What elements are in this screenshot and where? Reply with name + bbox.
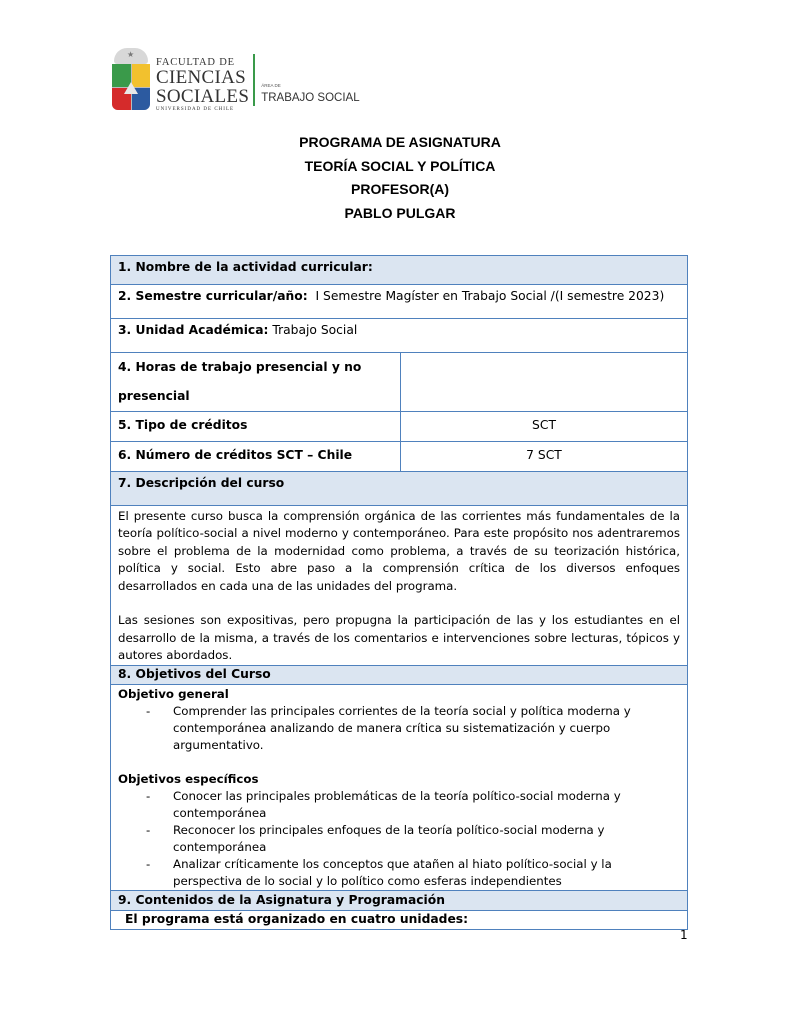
description-heading: 7. Descripción del curso: [111, 472, 688, 506]
bullet-dash-icon: -: [146, 822, 151, 837]
objective-text: Conocer las principales problemáticas de la teoría político-social moderna y contemporánea: [173, 788, 621, 820]
contents-intro: El programa está organizado en cuatro unidades:: [111, 910, 688, 929]
row-semester: [111, 285, 688, 319]
objective-text: Analizar críticamente los conceptos que atañen al hiato político-social y la perspectiva de lo social y lo político como esferas independientes: [173, 856, 612, 888]
hours-label-line1: 4. Horas de trabajo presencial y no: [118, 360, 362, 374]
logo-line2: CIENCIAS: [156, 67, 247, 88]
contents-heading: 9. Contenidos de la Asignatura y Programación: [111, 890, 688, 910]
table-row: [111, 412, 688, 442]
list-item: [146, 703, 680, 754]
course-title: TEORÍA SOCIAL Y POLÍTICA: [304, 157, 496, 174]
general-objectives-list: [118, 703, 680, 754]
faculty-name: [156, 58, 249, 113]
area-title: TRABAJO SOCIAL: [261, 92, 360, 104]
page-number: 1: [680, 928, 688, 942]
semester-label: 2. Semestre curricular/año:: [118, 289, 308, 303]
list-item: [146, 822, 680, 856]
table-row: [111, 256, 688, 285]
objectives-content: [111, 684, 688, 890]
hours-label-line2: presencial: [118, 389, 190, 403]
row-activity-name: 1. Nombre de la actividad curricular:: [111, 256, 688, 285]
logo-divider: [253, 54, 255, 106]
area-name: [261, 83, 359, 104]
academic-unit-value: Trabajo Social: [272, 323, 358, 337]
specific-objectives-list: [118, 788, 680, 890]
role-title: PROFESOR(A): [351, 181, 449, 197]
description-paragraph: Las sesiones son expositivas, pero propugna la participación de las y los estudiantes en el desarrollo de la misma, a través de los comentarios e intervenciones sobre lecturas, tópicos y autores abordados.: [118, 613, 680, 663]
table-row: [111, 472, 688, 506]
objective-text: Reconocer los principales enfoques de la teoría político-social moderna y contemporánea: [173, 822, 605, 854]
hours-value: [401, 353, 688, 412]
credit-type-value: SCT: [401, 412, 688, 442]
bullet-dash-icon: -: [146, 788, 151, 803]
area-label: ÁREA DE: [261, 83, 281, 88]
bullet-dash-icon: -: [146, 856, 151, 871]
faculty-logo: [110, 46, 360, 112]
list-item: [146, 856, 680, 890]
table-row: [111, 506, 688, 666]
general-objective-title: Objetivo general: [118, 686, 229, 701]
logo-line4: UNIVERSIDAD DE CHILE: [156, 107, 235, 112]
course-description: [111, 506, 688, 666]
table-row: [111, 910, 688, 929]
table-row: [111, 684, 688, 890]
logo-line1: FACULTAD DE: [156, 56, 235, 68]
row-academic-unit: [111, 319, 688, 353]
specific-objectives-title: Objetivos específicos: [118, 771, 259, 786]
table-row: [111, 890, 688, 910]
credit-type-label: 5. Tipo de créditos: [111, 412, 401, 442]
credit-count-value: 7 SCT: [401, 442, 688, 472]
doc-type-title: PROGRAMA DE ASIGNATURA: [299, 134, 501, 150]
bullet-dash-icon: -: [146, 703, 151, 718]
table-row: [111, 285, 688, 319]
table-row: [111, 442, 688, 472]
credit-count-label: 6. Número de créditos SCT – Chile: [111, 442, 401, 472]
professor-name: PABLO PULGAR: [344, 204, 456, 221]
academic-unit-label: 3. Unidad Académica:: [118, 323, 269, 337]
description-paragraph: El presente curso busca la comprensión orgánica de las corrientes más fundamentales de la teoría político-social a nivel moderno y contemporáneo. Para este propósito nos adentraremos sobre el problema de la modernidad como problema, a través de su teorización histórica, política y social. Esto abre paso a la comprensión crítica de los diversos enfoques desarrollados en cada una de las unidades del programa.: [118, 509, 680, 593]
table-row: [111, 665, 688, 684]
table-row: [111, 319, 688, 353]
university-crest-icon: ★: [110, 48, 152, 112]
table-row: [111, 353, 688, 412]
list-item: [146, 788, 680, 822]
document-titles: [0, 131, 800, 225]
objectives-heading: 8. Objetivos del Curso: [111, 665, 688, 684]
objective-text: Comprender las principales corrientes de la teoría social y política moderna y contemporánea analizando de manera crítica su sistematización y cuerpo argumentativo.: [173, 703, 631, 752]
logo-line3: SOCIALES: [156, 86, 250, 107]
semester-value: I Semestre Magíster en Trabajo Social /(I semestre 2023): [315, 289, 665, 303]
hours-label: [111, 353, 401, 412]
course-info-table: [110, 255, 688, 930]
